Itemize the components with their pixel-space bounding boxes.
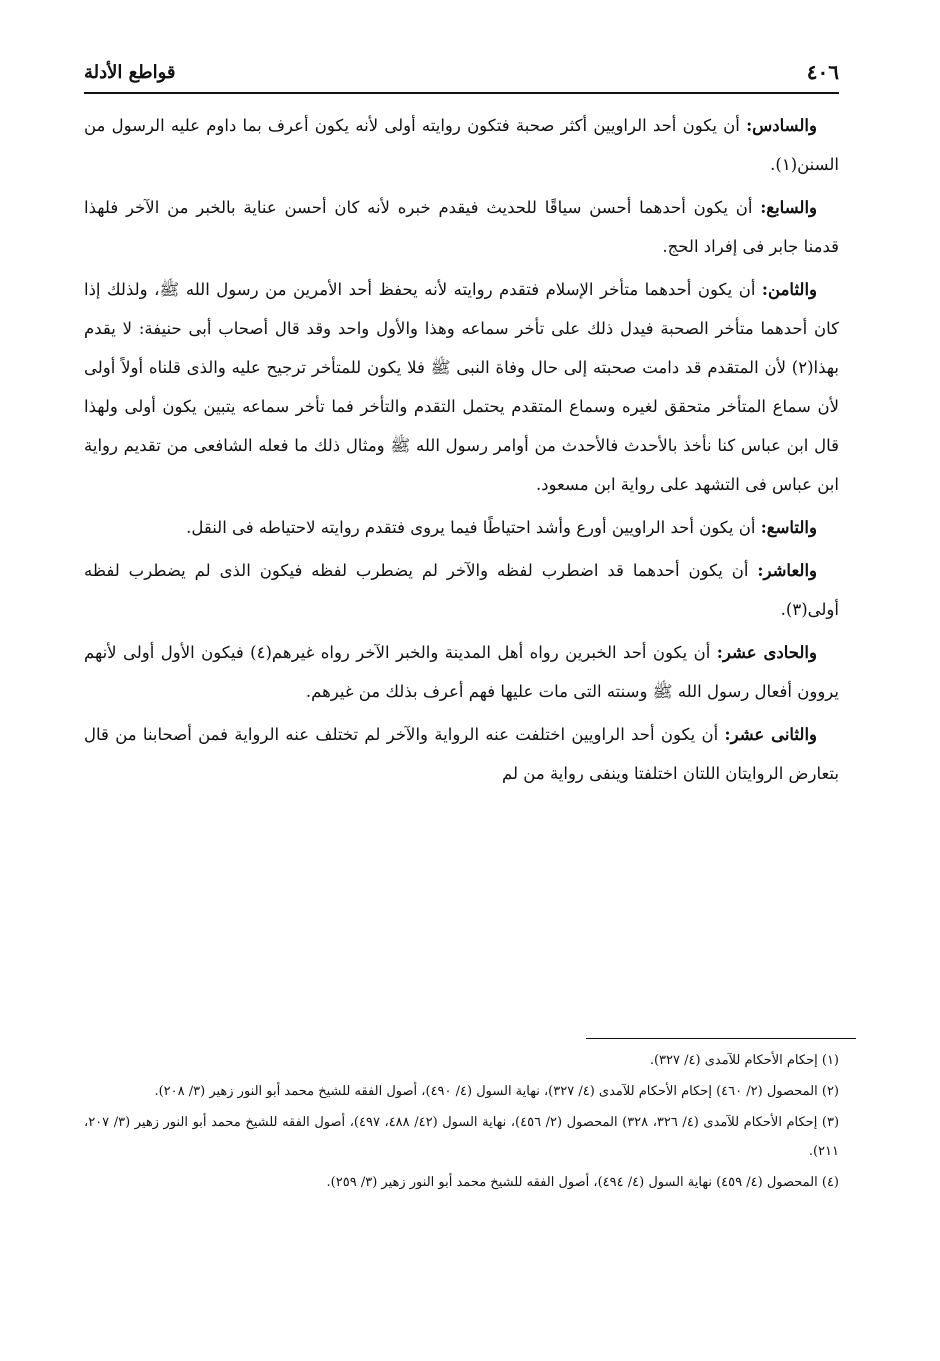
- paragraph-text: أن يكون أحد الراويين اختلفت عنه الرواية والآخر لم تختلف عنه الرواية فمن أصحابنا من قال بتعارض الروايتان اللتان اختلفتا وينفى رواية من لم: [84, 725, 839, 783]
- paragraph: [84, 715, 839, 793]
- footnote: (١) إحكام الأحكام للآمدى (٤/ ٣٢٧).: [649, 1053, 839, 1068]
- paragraph-text: أن يكون أحد الراويين أكثر صحبة فتكون روايته أولى لأنه يكون أعرف بما داوم عليه الرسول من السنن(١).: [84, 116, 839, 174]
- paragraph-text: أن يكون أحدهما قد اضطرب لفظه والآخر لم يضطرب لفظه فيكون الذى لم يضطرب لفظه أولى(٣).: [84, 561, 839, 619]
- footnote-separator: [586, 1038, 856, 1039]
- paragraph-lead: والحادى عشر:: [716, 643, 817, 662]
- paragraph-lead: والسابع:: [760, 198, 818, 217]
- paragraph: [84, 270, 839, 504]
- footnote: (٣) إحكام الأحكام للآمدى (٤/ ٣٢٦، ٣٢٨) المحصول (٢/ ٤٥٦)، نهاية السول (٤٢/ ٤٨٨، ٤٩٧)، أصول الفقه للشيخ محمد أبو النور زهير (٣/ ٢٠٧، ٢١١).: [84, 1115, 839, 1159]
- paragraph: [84, 188, 839, 266]
- page-header: [84, 50, 839, 94]
- main-text: [84, 106, 839, 1031]
- paragraph: [84, 106, 839, 184]
- paragraph-lead: والثامن:: [761, 280, 817, 299]
- paragraph: [84, 508, 839, 547]
- page-number: ٤٠٦: [806, 60, 839, 84]
- paragraph-text: أن يكون أحد الراويين أورع وأشد احتياطًا فيما يروى فتقدم روايته لاحتياطه فى النقل.: [186, 518, 756, 537]
- paragraph-lead: والتاسع:: [760, 518, 817, 537]
- paragraph: [84, 551, 839, 629]
- footnote: (٤) المحصول (٤/ ٤٥٩) نهاية السول (٤/ ٤٩٤)، أصول الفقه للشيخ محمد أبو النور زهير (٣/ ٢٥٩).: [326, 1175, 839, 1190]
- paragraph-text: أن يكون أحدهما متأخر الإسلام فتقدم روايته لأنه يحفظ أحد الأمرين من رسول الله ﷺ، ولذلك إذا كان أحدهما متأخر الصحبة فيدل ذلك على تأخر سماعه وهذا والأول واحد وقد قال أصحاب أبى حنيفة: لا يقدم بهذا(٢) لأن المتقدم قد دامت صحبته إلى حال وفاة النبى ﷺ فلا يكون للمتأخر ترجيح عليه والذى قلناه أولاً أولى لأن سماع المتأخر متحقق لغيره وسماع المتقدم يحتمل التقدم والتأخر فما تأخر سماعه يتبين يكون أولى ولهذا قال ابن عباس كنا نأخذ بالأحدث فالأحدث من أوامر رسول الله ﷺ ومثال ذلك ما فعله الشافعى من تقديم رواية ابن عباس فى التشهد على رواية ابن مسعود.: [84, 280, 839, 494]
- paragraph-text: أن يكون أحدهما أحسن سياقًا للحديث فيقدم خبره لأنه كان أحسن عناية بالخبر من الآخر فلهذا قدمنا جابر فى إفراد الحج.: [84, 198, 839, 256]
- header-rule: [84, 92, 839, 94]
- paragraph-lead: والسادس:: [746, 116, 817, 135]
- paragraph-lead: والعاشر:: [757, 561, 817, 580]
- paragraph: [84, 633, 839, 711]
- paragraph-lead: والثانى عشر:: [724, 725, 817, 744]
- footnote: (٢) المحصول (٢/ ٤٦٠) إحكام الأحكام للآمدى (٤/ ٣٢٧)، نهاية السول (٤/ ٤٩٠)، أصول الفقه للشيخ محمد أبو النور زهير (٣/ ٢٠٨).: [154, 1084, 839, 1099]
- running-title: قواطع الأدلة: [84, 62, 176, 83]
- paragraph-text: أن يكون أحد الخبرين رواه أهل المدينة والخبر الآخر رواه غيرهم(٤) فيكون الأول أولى لأنهم يروون أفعال رسول الله ﷺ وسنته التى مات عليها فهم أعرف بذلك من غيرهم.: [84, 643, 839, 701]
- footnotes: [84, 1046, 839, 1296]
